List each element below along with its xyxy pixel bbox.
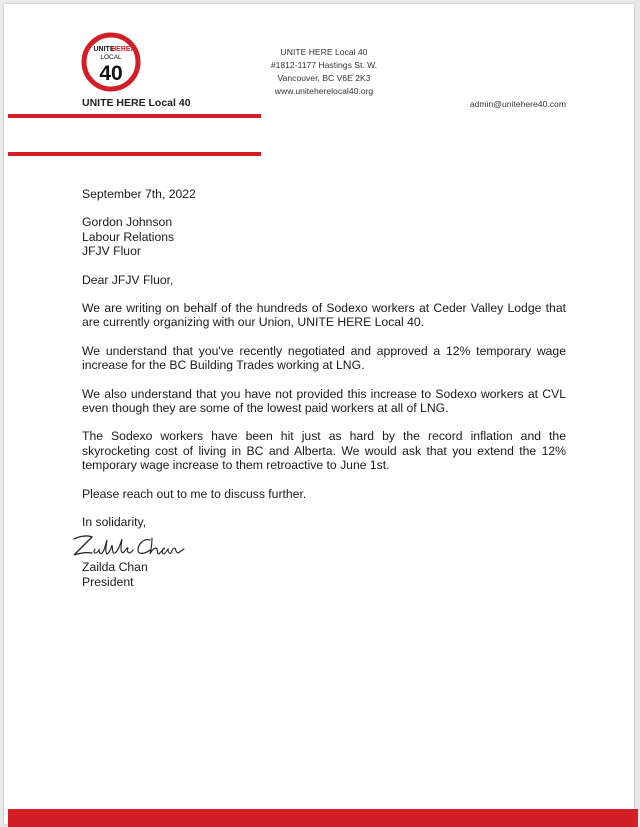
address-line: UNITE HERE Local 40 bbox=[280, 47, 368, 57]
body-paragraph: The Sodexo workers have been hit just as hard by the record inflation and the skyrocketing cost of living in BC and Alberta. We would ask that you extend the 12% temporary wage increase to them retroactive to June 1st. bbox=[82, 429, 566, 473]
recipient-block bbox=[82, 215, 566, 258]
signer-block bbox=[82, 560, 566, 590]
letter-date: September 7th, 2022 bbox=[82, 187, 196, 201]
signer-title: President bbox=[82, 574, 134, 589]
header-divider-top bbox=[8, 114, 261, 118]
closing-request: Please reach out to me to discuss further. bbox=[82, 486, 307, 501]
recipient-company: JFJV Fluor bbox=[82, 244, 141, 259]
header-divider-bottom bbox=[8, 152, 261, 156]
logo-number-text: 40 bbox=[99, 62, 123, 85]
logo-local-text: LOCAL bbox=[100, 54, 122, 61]
body-paragraph: We also understand that you have not provided this increase to Sodexo workers at CVL even though they are some of the lowest paid workers at all of LNG. bbox=[82, 386, 566, 416]
address-line: Vancouver, BC V6E 2K3 bbox=[277, 73, 371, 83]
address-line: #1812-1177 Hastings St. W. bbox=[270, 60, 378, 70]
footer-bar bbox=[8, 809, 638, 827]
recipient-department: Labour Relations bbox=[82, 229, 175, 244]
logo-unite-text: UNITE bbox=[93, 46, 115, 53]
letter-page bbox=[4, 4, 634, 824]
union-logo bbox=[79, 30, 143, 94]
email-link[interactable]: admin@unitehere40.com bbox=[469, 99, 566, 109]
body-paragraph: We are writing on behalf of the hundreds of Sodexo workers at Ceder Valley Lodge that are currently organizing with our Union, UNITE HERE Local 40. bbox=[82, 301, 566, 330]
org-name: UNITE HERE Local 40 bbox=[82, 97, 191, 109]
salutation: Dear JFJV Fluor, bbox=[82, 272, 174, 287]
body-paragraph: We understand that you've recently negotiated and approved a 12% temporary wage increase for the BC Building Trades working at LNG. bbox=[82, 343, 566, 373]
recipient-name: Gordon Johnson bbox=[82, 215, 173, 230]
signature-image bbox=[68, 530, 188, 560]
logo-here-text: HERE! bbox=[111, 46, 133, 53]
letter-body bbox=[82, 187, 566, 590]
address-block bbox=[244, 46, 404, 98]
website-link[interactable]: www.uniteherelocal40.org bbox=[274, 86, 374, 96]
signer-name: Zailda Chan bbox=[82, 559, 148, 574]
closing: In solidarity, bbox=[82, 515, 147, 530]
